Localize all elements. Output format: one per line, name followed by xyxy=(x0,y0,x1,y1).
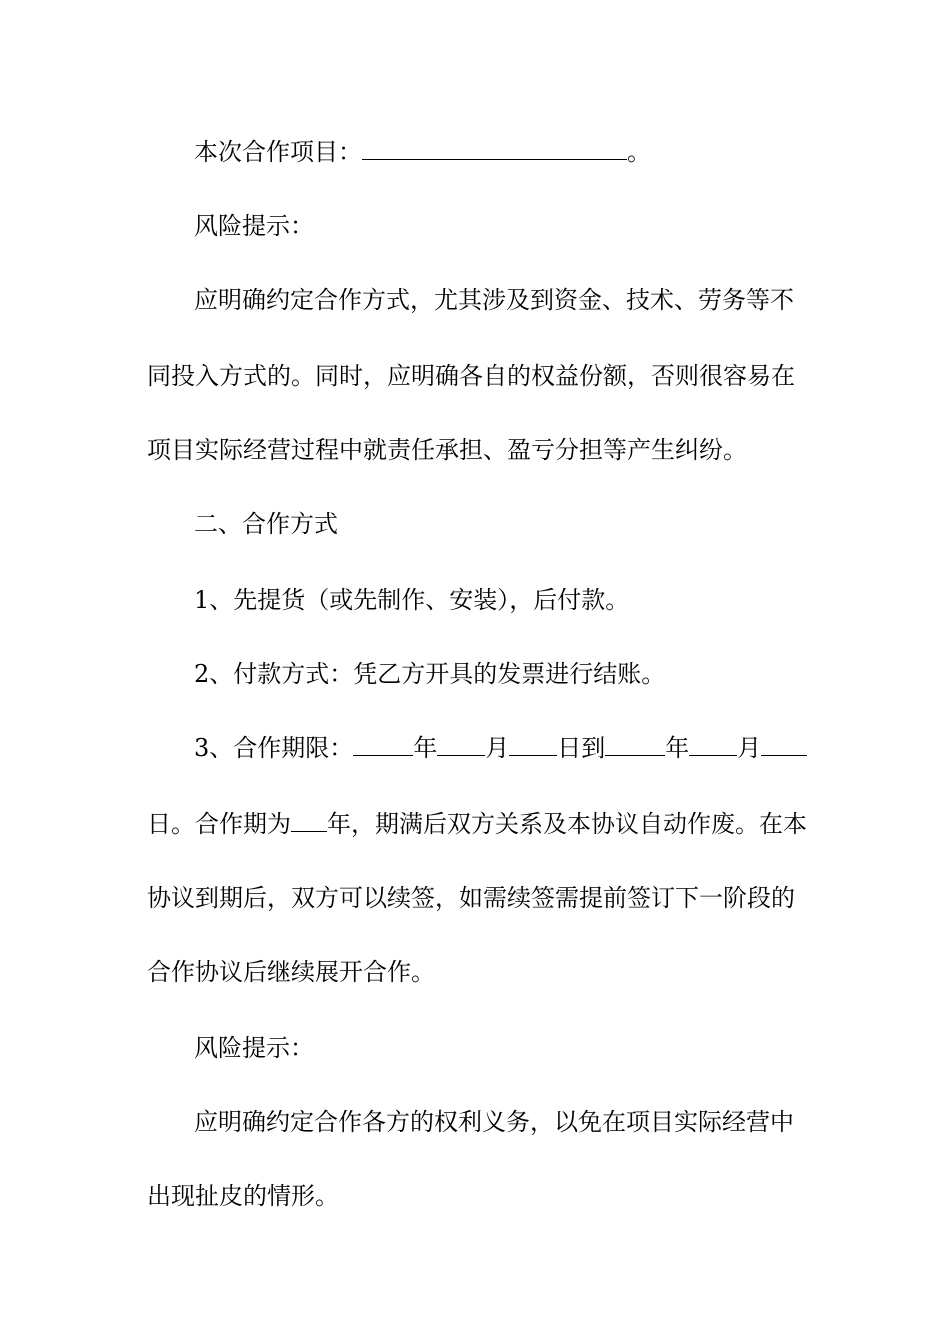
clause-2: 2、付款方式：凭乙方开具的发票进行结账。 xyxy=(194,660,666,688)
risk-heading-1: 风险提示： xyxy=(194,212,314,240)
term-period-text: 年，期满后双方关系及本协议自动作废。在本 xyxy=(327,810,807,838)
day-to-label: 日到 xyxy=(557,734,606,762)
start-day-blank xyxy=(509,733,557,756)
paragraph-line: 协议到期后，双方可以续签，如需续签需提前签订下一阶段的 xyxy=(147,884,795,912)
paragraph-line: 合作协议后继续展开合作。 xyxy=(147,958,435,986)
project-end: 。 xyxy=(627,138,651,166)
month-label: 月 xyxy=(737,734,762,762)
start-month-blank xyxy=(437,733,485,756)
term-continuation-line xyxy=(147,809,807,839)
end-month-blank xyxy=(689,733,737,756)
section-heading: 二、合作方式 xyxy=(194,510,338,538)
paragraph-line: 项目实际经营过程中就责任承担、盈亏分担等产生纠纷。 xyxy=(147,436,747,464)
year-label: 年 xyxy=(665,734,690,762)
month-label: 月 xyxy=(485,734,510,762)
term-years-blank xyxy=(291,809,327,832)
paragraph-line: 同投入方式的。同时，应明确各自的权益份额，否则很容易在 xyxy=(147,362,795,390)
start-year-blank xyxy=(353,733,413,756)
risk-heading-2: 风险提示： xyxy=(194,1034,314,1062)
project-label: 本次合作项目： xyxy=(194,138,362,166)
term-label: 3、合作期限： xyxy=(194,734,354,762)
end-day-blank xyxy=(761,733,807,756)
paragraph-line: 应明确约定合作各方的权利义务，以免在项目实际经营中 xyxy=(194,1108,794,1136)
end-year-blank xyxy=(605,733,665,756)
project-blank xyxy=(362,137,627,160)
paragraph-line: 应明确约定合作方式，尤其涉及到资金、技术、劳务等不 xyxy=(194,286,794,314)
clause-3-term-line xyxy=(194,733,854,763)
clause-1: 1、先提货（或先制作、安装），后付款。 xyxy=(194,586,630,614)
year-label: 年 xyxy=(413,734,438,762)
paragraph-line: 出现扯皮的情形。 xyxy=(147,1182,339,1210)
project-line xyxy=(194,137,854,167)
term-period-label: 日。合作期为 xyxy=(147,810,291,838)
